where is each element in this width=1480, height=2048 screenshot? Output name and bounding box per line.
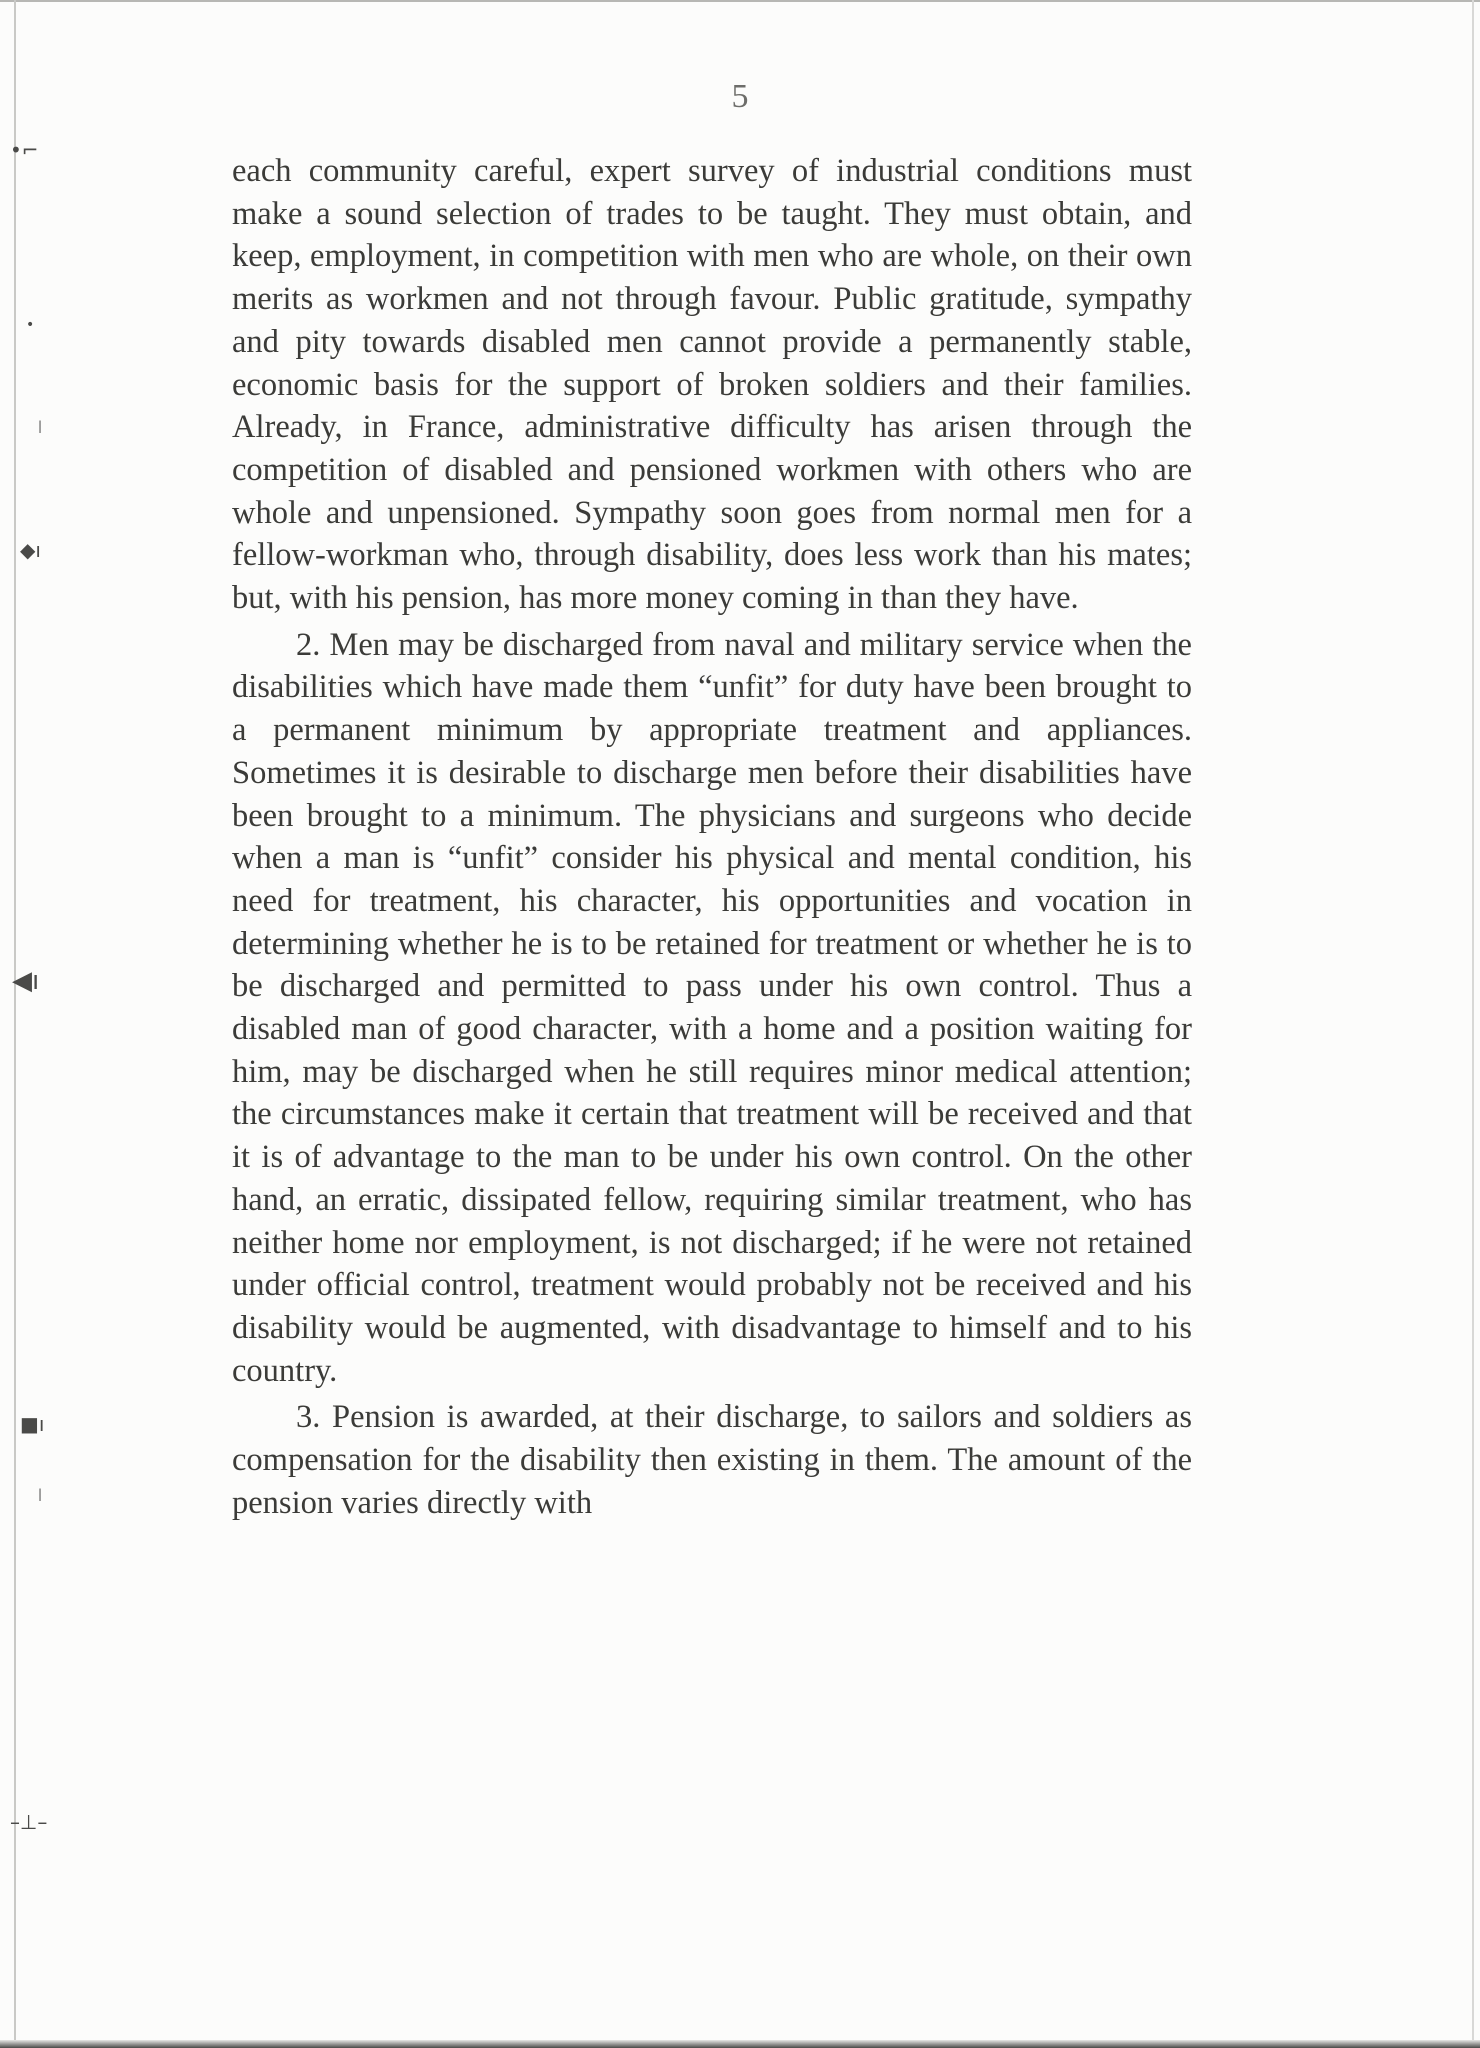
binding-mark: ◆ı: [20, 538, 41, 562]
binding-mark: |: [38, 1487, 43, 1501]
page-bottom-edge: [0, 2040, 1480, 2048]
body-text: [232, 150, 1192, 1525]
paragraph: 3. Pension is awarded, at their discharge, to sailors and soldiers as compensation for the disability then existing in them. The amount of the pension varies directly with: [232, 1399, 1192, 1521]
binding-mark: ◀ı: [12, 966, 40, 996]
page-number: 5: [731, 78, 749, 115]
paragraph: each community careful, expert survey of industrial conditions must make a sound selection of trades to be taught. They must obtain, and keep, employment, in competition with men who are whole, on their own merits as workmen and not through favour. Public gratitude, sympathy and pity towards disabled men cannot provide a permanently stable, economic basis for the support of broken soldiers and their families. Already, in France, administrative difficulty has arisen through the competition of disabled and pensioned workmen with others who are whole and unpensioned. Sympathy soon goes from normal men for a fellow-workman who, through disability, does less work than his mates; but, with his pension, has more money coming in than they have.: [232, 153, 1192, 617]
binding-mark: |: [38, 419, 43, 433]
page-left-edge: [14, 0, 16, 2048]
binding-mark: –⊥–: [10, 1810, 48, 1834]
paragraph: 2. Men may be discharged from naval and military service when the disabilities which have made them “unfit” for duty have been brought to a permanent minimum by appropriate treatment and appliances. Sometimes it is desirable to discharge men before their disabilities have been brought to a minimum. The physicians and surgeons who decide when a man is “unfit” consider his physical and mental condition, his need for treatment, his character, his opportunities and vocation in determining whether he is to be retained for treatment or whether he is to be discharged and permitted to pass under his own control. Thus a disabled man of good character, with a home and a position waiting for him, may be discharged when he still requires minor medical attention; the circumstances make it certain that treatment will be received and that it is of advantage to the man to be under his own control. On the other hand, an erratic, dissipated fellow, requiring similar treatment, who has neither home nor employment, is not discharged; if he were not retained under official control, treatment would probably not be received and his disability would be augmented, with disadvantage to himself and to his country.: [232, 626, 1192, 1389]
binding-mark: •: [26, 317, 35, 333]
binding-mark: ■ı: [20, 1412, 45, 1436]
page-top-edge: [0, 0, 1480, 2]
binding-mark: •⌐: [10, 138, 39, 162]
page-right-edge: [1472, 0, 1474, 2048]
